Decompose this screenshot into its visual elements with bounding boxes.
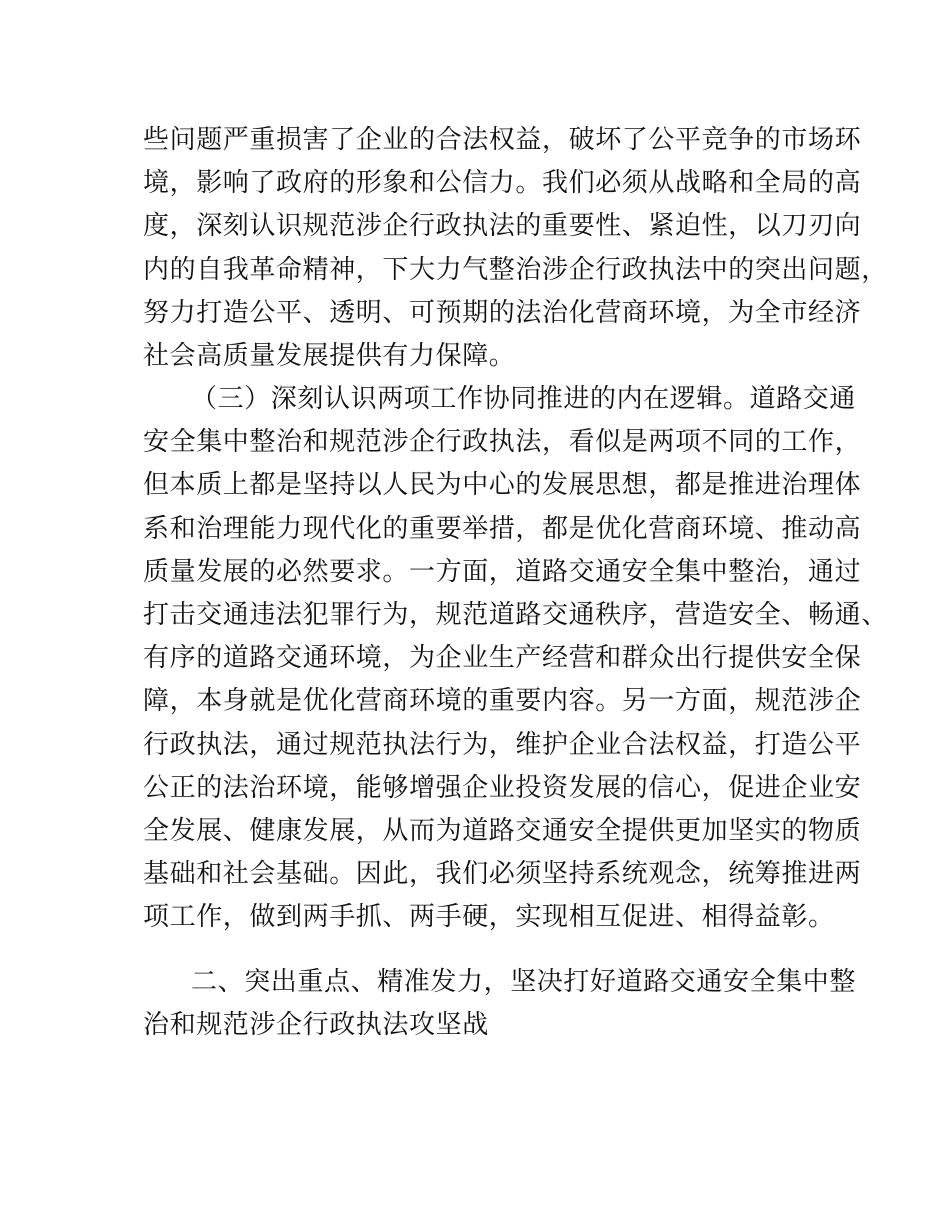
text-line: 打击交通违法犯罪行为，规范道路交通秩序，营造安全、畅通、 bbox=[143, 599, 888, 630]
text-line: 境，影响了政府的形象和公信力。我们必须从战略和全局的高 bbox=[143, 168, 862, 199]
text-line: 行政执法，通过规范执法行为，维护企业合法权益，打造公平 bbox=[143, 729, 862, 760]
paragraph-section-three bbox=[143, 378, 888, 939]
text-line: 安全集中整治和规范涉企行政执法，看似是两项不同的工作， bbox=[143, 427, 862, 458]
text-line: 项工作，做到两手抓、两手硬，实现相互促进、相得益彰。 bbox=[143, 902, 835, 933]
text-line: 障，本身就是优化营商环境的重要内容。另一方面，规范涉企 bbox=[143, 686, 862, 717]
text-line: 努力打造公平、透明、可预期的法治化营商环境，为全市经济 bbox=[143, 297, 862, 328]
text-line: 内的自我革命精神，下大力气整治涉企行政执法中的突出问题， bbox=[143, 254, 888, 285]
text-line: 全发展、健康发展，从而为道路交通安全提供更加坚实的物质 bbox=[143, 815, 862, 846]
section-heading-two bbox=[143, 961, 857, 1047]
paragraph-continuation bbox=[143, 119, 888, 378]
text-line: 些问题严重损害了企业的合法权益，破坏了公平竞争的市场环 bbox=[143, 125, 862, 155]
text-line: 但本质上都是坚持以人民为中心的发展思想，都是推进治理体 bbox=[143, 470, 862, 501]
text-line: 公正的法治环境，能够增强企业投资发展的信心，促进企业安 bbox=[143, 772, 862, 803]
text-line: 有序的道路交通环境，为企业生产经营和群众出行提供安全保 bbox=[143, 643, 862, 674]
text-line: 质量发展的必然要求。一方面，道路交通安全集中整治，通过 bbox=[143, 556, 862, 587]
section-heading-line: （三）深刻认识两项工作协同推进的内在逻辑。道路交通 bbox=[191, 384, 857, 414]
text-line: 系和治理能力现代化的重要举措，都是优化营商环境、推动高 bbox=[143, 513, 862, 544]
heading-line: 二、突出重点、精准发力，坚决打好道路交通安全集中整 bbox=[191, 967, 857, 997]
text-line: 度，深刻认识规范涉企行政执法的重要性、紧迫性，以刀刃向 bbox=[143, 211, 862, 242]
text-line: 社会高质量发展提供有力保障。 bbox=[143, 340, 516, 371]
heading-line: 治和规范涉企行政执法攻坚战 bbox=[143, 1010, 489, 1041]
text-line: 基础和社会基础。因此，我们必须坚持系统观念，统筹推进两 bbox=[143, 859, 862, 890]
